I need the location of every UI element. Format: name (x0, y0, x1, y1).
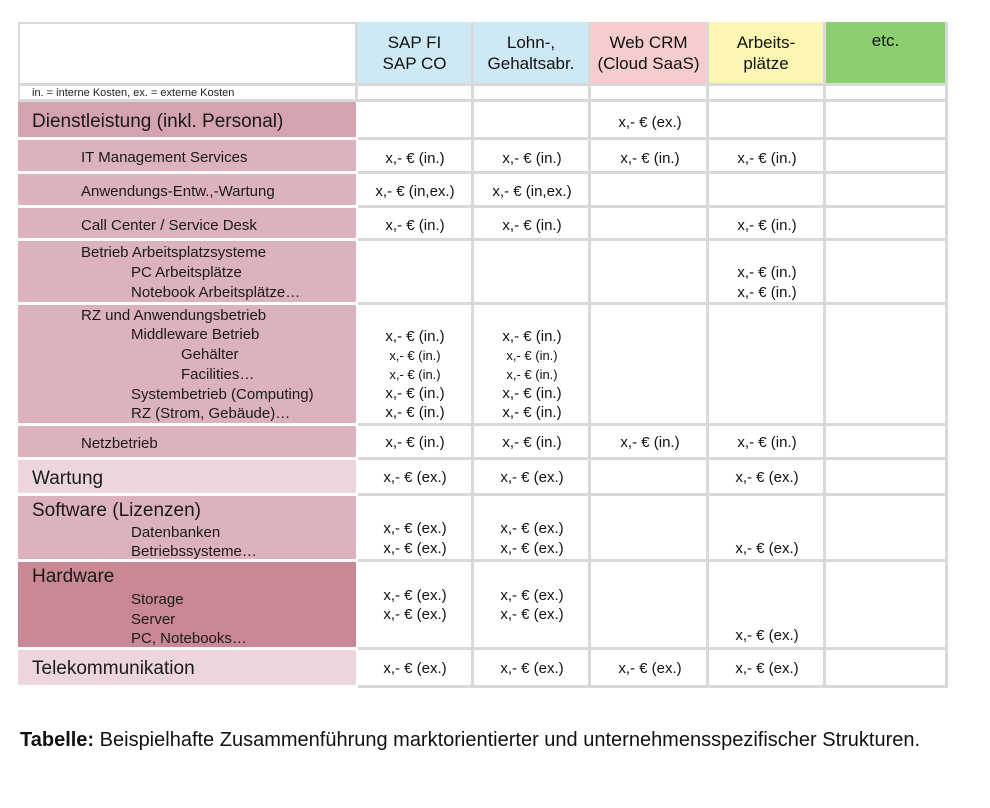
cell-value: x,- € (in.) (389, 348, 441, 363)
cell-value: x,- € (in.) (620, 434, 680, 451)
row-sublabel: Gehälter (181, 346, 239, 363)
grid-col-line (823, 102, 826, 688)
row-betrieb (18, 241, 356, 305)
row-label: Telekommunikation (32, 658, 195, 679)
row-sublabel: Systembetrieb (Computing) (131, 386, 314, 403)
cell-value: x,- € (in.) (385, 434, 445, 451)
cell-value: x,- € (in.) (506, 367, 558, 382)
grid-row (358, 241, 948, 305)
row-label: Dienstleistung (inkl. Personal) (32, 111, 284, 132)
cost-table (18, 22, 948, 688)
legend-spacer (358, 86, 474, 102)
grid-col-line (588, 102, 591, 688)
row-label: Betrieb Arbeitsplatzsysteme (81, 244, 267, 261)
col-header-arbeitsplaetze-line1: Arbeits- (736, 32, 796, 52)
col-header-sap-line2: SAP CO (382, 53, 447, 73)
cell-value: x,- € (ex.) (735, 660, 799, 677)
cell-value: x,- € (in.) (385, 150, 445, 167)
row-label: Call Center / Service Desk (81, 217, 257, 234)
row-callcenter (18, 208, 356, 241)
col-header-sap-line1: SAP FI (387, 32, 442, 52)
col-header-lohn-line2: Gehaltsabr. (487, 53, 575, 73)
col-header-webcrm-line1: Web CRM (609, 32, 688, 52)
col-header-arbeitsplaetze-line2: plätze (743, 53, 789, 73)
row-sublabel: PC Arbeitsplätze (131, 264, 242, 281)
cell-value: x,- € (in,ex.) (375, 183, 455, 200)
row-wartung (18, 460, 356, 496)
cell-value: x,- € (in.) (620, 150, 680, 167)
row-label: Hardware (32, 566, 115, 587)
cell-value: x,- € (in.) (502, 434, 562, 451)
cell-value: x,- € (ex.) (383, 540, 447, 557)
cell-value: x,- € (ex.) (383, 606, 447, 623)
cell-value: x,- € (in.) (389, 367, 441, 382)
row-hardware (18, 562, 356, 650)
cell-value: x,- € (ex.) (735, 469, 799, 486)
cell-value: x,- € (ex.) (383, 660, 447, 677)
col-header-sap (358, 22, 474, 86)
cell-value: x,- € (in.) (502, 328, 562, 345)
row-it-mgmt (18, 140, 356, 174)
cell-value: x,- € (in.) (385, 217, 445, 234)
col-header-webcrm (591, 22, 709, 86)
row-sublabel: Notebook Arbeitsplätze… (131, 284, 301, 301)
legend-spacer (474, 86, 591, 102)
col-header-lohn-line1: Lohn-, (506, 32, 556, 52)
cell-value: x,- € (in.) (737, 434, 797, 451)
cell-value: x,- € (ex.) (735, 540, 799, 557)
row-sublabel: Storage (131, 591, 184, 608)
caption-label: Tabelle: (20, 729, 95, 751)
cell-value: x,- € (ex.) (618, 114, 682, 131)
row-sublabel: PC, Notebooks… (131, 630, 247, 647)
row-netz (18, 426, 356, 460)
cell-value: x,- € (ex.) (383, 520, 447, 537)
legend-spacer (826, 86, 948, 102)
row-sublabel: RZ (Strom, Gebäude)… (131, 405, 291, 422)
grid-col-line (471, 102, 474, 688)
row-dienstleistung (18, 102, 356, 140)
cell-value: x,- € (in.) (385, 385, 445, 402)
cell-value: x,- € (in.) (737, 150, 797, 167)
cell-value: x,- € (ex.) (500, 520, 564, 537)
row-label: Anwendungs-Entw.,-Wartung (81, 183, 275, 200)
row-label: RZ und Anwendungsbetrieb (81, 307, 267, 324)
row-sublabel: Facilities… (181, 366, 255, 383)
cell-value: x,- € (ex.) (735, 627, 799, 644)
cell-value: x,- € (in.) (502, 150, 562, 167)
col-header-arbeitsplaetze (709, 22, 826, 86)
cell-value: x,- € (ex.) (500, 587, 564, 604)
col-header-webcrm-line2: (Cloud SaaS) (597, 53, 700, 73)
legend-spacer (709, 86, 826, 102)
cell-value: x,- € (in,ex.) (492, 183, 572, 200)
row-sublabel: Datenbanken (131, 524, 221, 541)
header-empty-cell (18, 22, 358, 86)
cell-value: x,- € (in.) (737, 284, 797, 301)
cell-value: x,- € (in.) (385, 328, 445, 345)
cell-value: x,- € (in.) (506, 348, 558, 363)
row-label: Netzbetrieb (81, 435, 158, 452)
table-caption (20, 722, 950, 758)
cell-value: x,- € (in.) (502, 217, 562, 234)
col-header-etc-label: etc. (871, 31, 900, 50)
row-label: IT Management Services (81, 149, 248, 166)
legend-spacer (591, 86, 709, 102)
col-header-lohn (474, 22, 591, 86)
cell-value: x,- € (in.) (502, 404, 562, 421)
legend-text: in. = interne Kosten, ex. = externe Kosten (32, 87, 235, 99)
cell-value: x,- € (ex.) (500, 469, 564, 486)
row-telekom (18, 650, 356, 688)
cell-value: x,- € (in.) (385, 404, 445, 421)
cell-value: x,- € (in.) (737, 217, 797, 234)
caption-text: Beispielhafte Zusammenführung marktorientierter und unternehmensspezifischer Strukturen. (99, 729, 921, 751)
row-rz (18, 305, 356, 426)
row-sublabel: Server (131, 611, 176, 628)
cell-value: x,- € (ex.) (383, 469, 447, 486)
row-software (18, 496, 356, 562)
legend-cell (18, 86, 358, 102)
cell-value: x,- € (ex.) (618, 660, 682, 677)
cell-value: x,- € (ex.) (500, 606, 564, 623)
col-header-etc (826, 22, 948, 86)
cell-value: x,- € (in.) (502, 385, 562, 402)
row-sublabel: Betriebssysteme… (131, 543, 257, 560)
grid-col-line (706, 102, 709, 688)
row-anw-entw (18, 174, 356, 208)
cell-value: x,- € (in.) (737, 264, 797, 281)
cell-value: x,- € (ex.) (500, 660, 564, 677)
row-sublabel: Middleware Betrieb (131, 326, 260, 343)
cell-value: x,- € (ex.) (383, 587, 447, 604)
cell-value: x,- € (ex.) (500, 540, 564, 557)
row-label: Wartung (32, 468, 104, 489)
row-label: Software (Lizenzen) (32, 500, 201, 521)
